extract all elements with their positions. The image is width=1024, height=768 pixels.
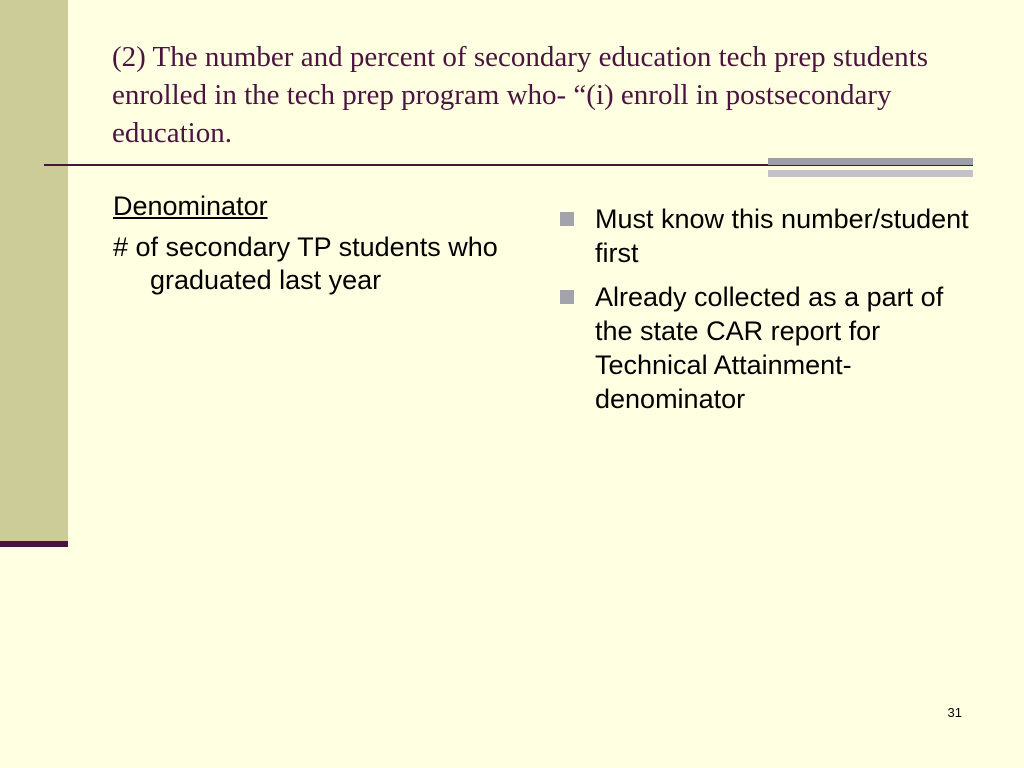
- bullet-text: Must know this number/student first: [595, 204, 969, 268]
- denominator-heading: Denominator: [113, 191, 268, 221]
- bullet-text: Already collected as a part of the state CAR report for Technical Attainment-denominator: [595, 282, 944, 414]
- accent-band-upper: [768, 158, 973, 165]
- title-divider-accent: [768, 158, 973, 179]
- left-content-column: [113, 190, 533, 297]
- slide-title: (2) The number and percent of secondary education tech prep students enrolled in the tech prep program who- “(i) enroll in postsecondary education.: [112, 41, 928, 149]
- right-bullet-list: [560, 202, 980, 426]
- bullet-item: [560, 202, 980, 270]
- square-bullet-icon: [560, 290, 574, 304]
- left-accent-bar: [0, 0, 68, 541]
- left-accent-bar-underline: [0, 541, 68, 547]
- slide-page-number: 31: [947, 705, 962, 720]
- square-bullet-icon: [560, 212, 574, 226]
- bullet-item: [560, 280, 980, 416]
- denominator-description: # of secondary TP students who graduated last year: [113, 232, 498, 295]
- accent-band-lower: [768, 170, 973, 177]
